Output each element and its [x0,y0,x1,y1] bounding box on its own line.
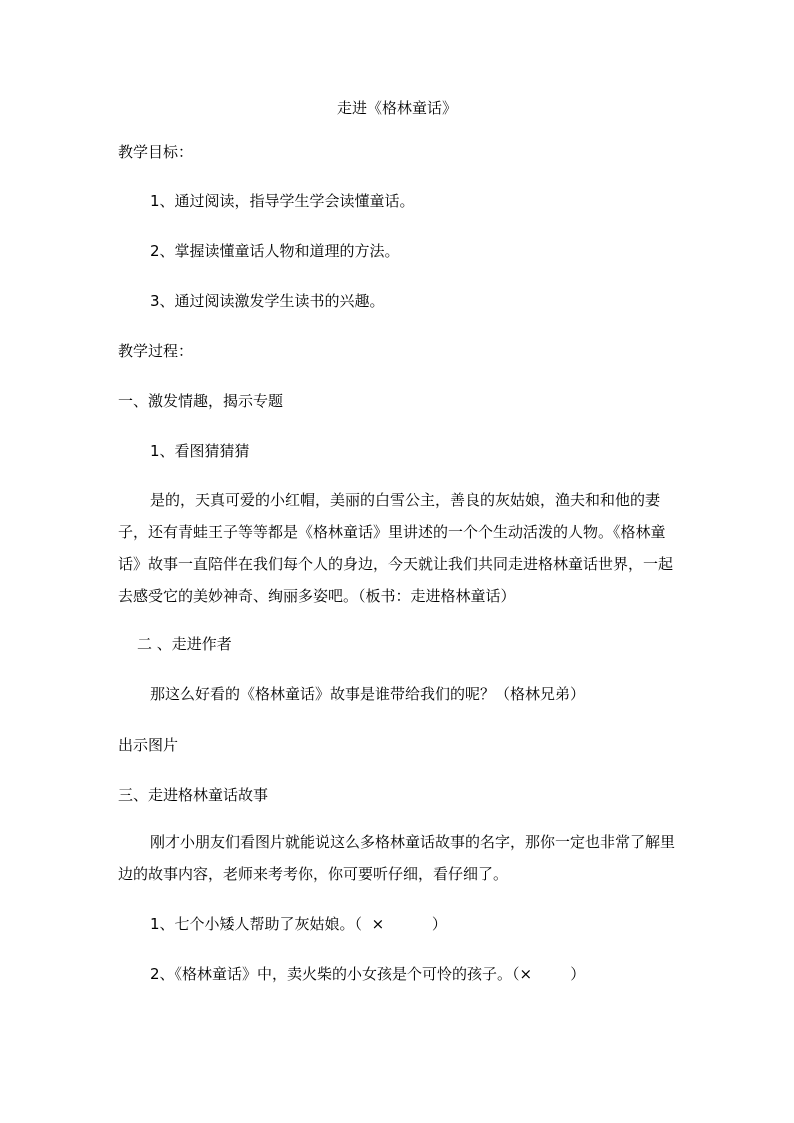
paragraph: 刚才小朋友们看图片就能说这么多格林童话故事的名字，那你一定也非常了解里边的故事内容，老师来考考你，你可要听仔细，看仔细了。 [118,833,676,883]
goal-item: 1、通过阅读，指导学生学会读懂童话。 [150,192,415,210]
process-heading: 教学过程： [118,342,194,360]
goal-item: 3、通过阅读激发学生读书的兴趣。 [150,292,385,310]
document-title: 走进《格林童话》 [336,99,457,117]
section-heading: 一、激发情趣，揭示专题 [118,392,284,410]
show-pictures-note: 出示图片 [118,736,179,754]
section-heading: 二 、走进作者 [137,635,232,653]
section-item: 1、看图猜猜猜 [150,442,250,460]
section-heading: 三、走进格林童话故事 [118,786,269,804]
quiz-item: 2、《格林童话》中，卖火柴的小女孩是个可怜的孩子。（× ） [150,965,586,983]
paragraph: 是的，天真可爱的小红帽，美丽的白雪公主，善良的灰姑娘，渔夫和和他的妻子，还有青蛙王子等等都是《格林童话》里讲述的一个个生动活泼的人物。《格林童话》故事一直陪伴在我们每个人的身边，今天就让我们共同走进格林童话世界，一起去感受它的美妙神奇、绚丽多姿吧。（板书：走进格林童话） [118,491,674,605]
paragraph: 那这么好看的《格林童话》故事是谁带给我们的呢？（格林兄弟） [150,685,586,703]
quiz-item: 1、七个小矮人帮助了灰姑娘。（ × ） [150,915,447,933]
goal-item: 2、掌握读懂童话人物和道理的方法。 [150,242,400,260]
goals-heading: 教学目标： [118,143,194,161]
